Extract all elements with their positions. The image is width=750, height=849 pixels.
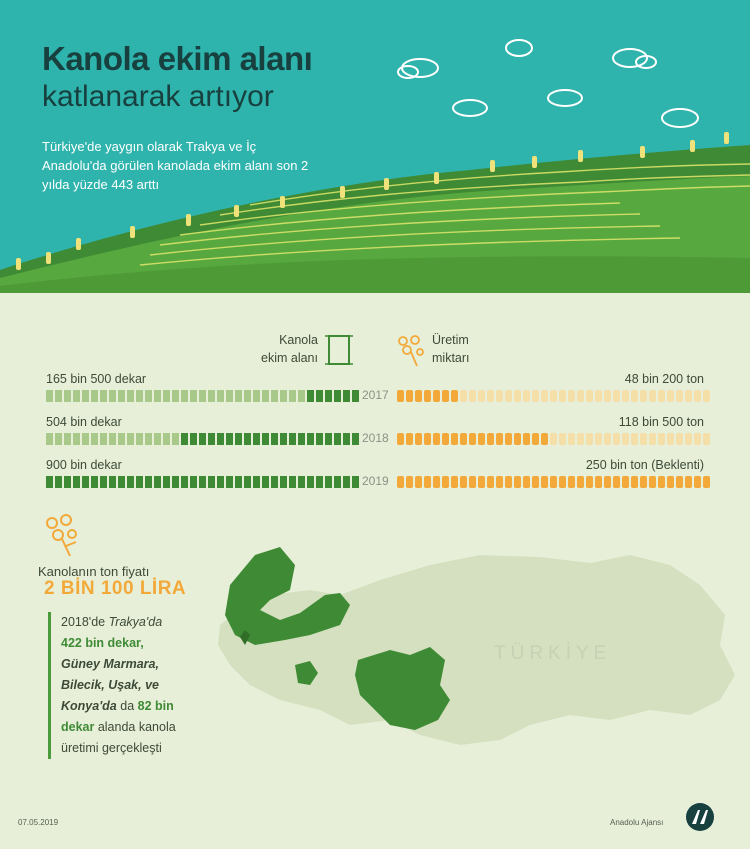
production-bar-segment (397, 433, 404, 445)
area-bar-segment (82, 390, 89, 402)
production-bar-segment (595, 390, 602, 402)
canola-plant-icon (340, 186, 345, 198)
production-bar-segment (649, 476, 656, 488)
area-bar-segment (109, 433, 116, 445)
production-bar-segment (424, 476, 431, 488)
production-bar-segment (568, 476, 575, 488)
cloud-icon (398, 59, 438, 78)
area-bar-segment (199, 476, 206, 488)
canola-plant-icon (690, 140, 695, 152)
area-bar-segment (64, 390, 71, 402)
production-bar-segment (478, 433, 485, 445)
area-bar-segment (154, 476, 161, 488)
cloud-icon (613, 49, 656, 68)
production-bar-segment (685, 433, 692, 445)
legend-area-line1: Kanola (279, 333, 318, 347)
production-bar-segment (658, 390, 665, 402)
year-label-2017: 2017 (362, 388, 389, 402)
production-bar-segment (550, 476, 557, 488)
canola-flower-icon (393, 332, 427, 368)
area-bar-segment (55, 476, 62, 488)
production-bar-2019 (397, 476, 710, 488)
production-bar-segment (424, 390, 431, 402)
production-bar-segment (559, 390, 566, 402)
production-bar-segment (658, 433, 665, 445)
price-label: Kanolanın ton fiyatı (38, 564, 150, 579)
production-label-2018: 118 bin 500 ton (618, 415, 704, 429)
area-bar-segment (91, 390, 98, 402)
cloud-icon (548, 90, 582, 106)
page-title: Kanola ekim alanı (42, 40, 313, 77)
production-bar-segment (658, 476, 665, 488)
production-bar-segment (631, 390, 638, 402)
canola-plant-icon (46, 252, 51, 264)
production-bar-segment (577, 390, 584, 402)
production-bar-segment (622, 390, 629, 402)
area-bar-segment (145, 476, 152, 488)
area-bar-segment (289, 476, 296, 488)
production-bar-segment (487, 390, 494, 402)
production-bar-segment (532, 433, 539, 445)
area-bar-segment (100, 433, 107, 445)
production-bar-segment (649, 433, 656, 445)
production-bar-segment (667, 433, 674, 445)
production-bar-segment (568, 433, 575, 445)
production-bar-segment (433, 476, 440, 488)
production-bar-segment (559, 433, 566, 445)
production-bar-segment (469, 476, 476, 488)
area-bar-segment (280, 433, 287, 445)
area-bar-segment (235, 476, 242, 488)
area-bar-segment (136, 476, 143, 488)
area-bar-segment (226, 476, 233, 488)
production-bar-segment (559, 476, 566, 488)
area-bar-segment (82, 476, 89, 488)
production-bar-segment (541, 476, 548, 488)
footer-date: 07.05.2019 (18, 818, 59, 827)
production-bar-segment (577, 476, 584, 488)
area-bar-segment (145, 390, 152, 402)
note-text: 2018'de (61, 615, 109, 629)
field-square-icon (324, 330, 354, 370)
production-bar-segment (667, 476, 674, 488)
note-highlight: 422 bin dekar, (61, 636, 144, 650)
production-bar-segment (451, 433, 458, 445)
area-bar-segment (262, 390, 269, 402)
note-regions: Güney Marmara, Bilecik, Uşak, ve Konya'da (61, 657, 159, 713)
year-label-2019: 2019 (362, 474, 389, 488)
area-bar-segment (271, 433, 278, 445)
production-bar-segment (577, 433, 584, 445)
area-bar-segment (100, 390, 107, 402)
area-bar-segment (91, 433, 98, 445)
production-bar-segment (604, 390, 611, 402)
production-bar-segment (460, 390, 467, 402)
legend-production-line1: Üretim (432, 333, 469, 347)
area-bar-segment (64, 433, 71, 445)
production-bar-segment (694, 433, 701, 445)
footer-source: Anadolu Ajansı (610, 818, 664, 827)
canola-plant-icon (16, 258, 21, 270)
intro-text: Türkiye'de yaygın olarak Trakya ve İç Anadolu'da görülen kanolada ekim alanı son 2 yılda yüzde 443 arttı (42, 139, 309, 192)
area-bar-segment (118, 433, 125, 445)
area-bar-segment (163, 476, 170, 488)
area-bar-segment (307, 476, 314, 488)
production-bar-segment (694, 476, 701, 488)
area-bar-segment (82, 433, 89, 445)
note-region: Trakya'da (108, 615, 163, 629)
area-bar-segment (334, 433, 341, 445)
aa-logo-icon (685, 802, 715, 832)
production-bar-segment (478, 390, 485, 402)
note-highlight: 82 bin dekar (61, 699, 174, 734)
area-bar-segment (46, 476, 53, 488)
turkey-map (200, 535, 745, 755)
area-bar-segment (253, 476, 260, 488)
area-bar-segment (298, 476, 305, 488)
canola-plant-icon (532, 156, 537, 168)
map-label: TÜRKİYE (494, 643, 612, 664)
legend-area-line2: ekim alanı (261, 351, 318, 365)
area-bar-segment (190, 433, 197, 445)
area-bar-segment (244, 390, 251, 402)
production-bar-segment (604, 476, 611, 488)
year-label-2018: 2018 (362, 431, 389, 445)
area-bar-segment (289, 433, 296, 445)
area-bar-segment (334, 390, 341, 402)
area-bar-segment (298, 433, 305, 445)
area-bar-segment (325, 433, 332, 445)
page-subtitle: katlanarak artıyor (42, 80, 274, 113)
production-bar-segment (541, 390, 548, 402)
cloud-icon (506, 40, 532, 56)
production-bar-segment (397, 390, 404, 402)
area-bar-segment (352, 390, 359, 402)
region-note (48, 612, 201, 759)
note-text: da (116, 699, 138, 713)
area-bar-segment (73, 476, 80, 488)
area-bar-segment (262, 476, 269, 488)
area-bar-segment (46, 433, 53, 445)
area-bar-segment (109, 476, 116, 488)
area-bar-segment (208, 433, 215, 445)
production-bar-segment (640, 433, 647, 445)
production-bar-segment (595, 433, 602, 445)
area-bar-segment (118, 476, 125, 488)
area-bar-2017 (46, 390, 359, 402)
area-bar-segment (352, 476, 359, 488)
area-bar-segment (172, 390, 179, 402)
production-bar-2018 (397, 433, 710, 445)
hero-banner (0, 0, 750, 293)
area-bar-segment (190, 476, 197, 488)
area-bar-segment (136, 433, 143, 445)
area-bar-segment (136, 390, 143, 402)
production-bar-segment (514, 476, 521, 488)
area-bar-segment (325, 390, 332, 402)
production-bar-segment (397, 476, 404, 488)
production-bar-segment (496, 390, 503, 402)
area-bar-segment (352, 433, 359, 445)
production-bar-segment (595, 476, 602, 488)
area-label-2018: 504 bin dekar (46, 415, 122, 429)
area-label-2019: 900 bin dekar (46, 458, 122, 472)
production-bar-segment (415, 390, 422, 402)
area-bar-segment (316, 390, 323, 402)
production-bar-segment (703, 433, 710, 445)
production-bar-segment (622, 433, 629, 445)
production-bar-segment (442, 433, 449, 445)
production-bar-segment (703, 476, 710, 488)
production-bar-segment (433, 390, 440, 402)
production-bar-2017 (397, 390, 710, 402)
area-bar-segment (127, 476, 134, 488)
area-bar-segment (271, 390, 278, 402)
canola-plant-icon (490, 160, 495, 172)
area-bar-segment (253, 390, 260, 402)
area-bar-2019 (46, 476, 359, 488)
production-bar-segment (505, 390, 512, 402)
production-label-2017: 48 bin 200 ton (624, 372, 704, 386)
area-bar-segment (127, 390, 134, 402)
legend-area (261, 331, 318, 367)
production-label-2019: 250 bin ton (Beklenti) (585, 458, 704, 472)
area-bar-segment (289, 390, 296, 402)
area-bar-segment (163, 433, 170, 445)
area-bar-segment (235, 433, 242, 445)
area-bar-segment (181, 476, 188, 488)
area-bar-segment (154, 433, 161, 445)
production-bar-segment (442, 390, 449, 402)
area-bar-segment (64, 476, 71, 488)
production-bar-segment (550, 433, 557, 445)
area-bar-segment (307, 433, 314, 445)
area-bar-segment (271, 476, 278, 488)
production-bar-segment (424, 433, 431, 445)
production-bar-segment (667, 390, 674, 402)
production-bar-segment (685, 476, 692, 488)
production-bar-segment (460, 476, 467, 488)
area-bar-segment (217, 433, 224, 445)
production-bar-segment (469, 433, 476, 445)
production-bar-segment (523, 476, 530, 488)
legend-production (432, 331, 470, 367)
production-bar-segment (406, 476, 413, 488)
area-bar-segment (334, 476, 341, 488)
production-bar-segment (451, 476, 458, 488)
production-bar-segment (622, 476, 629, 488)
area-bar-segment (325, 476, 332, 488)
production-bar-segment (631, 476, 638, 488)
area-bar-segment (343, 433, 350, 445)
area-bar-segment (172, 476, 179, 488)
area-bar-segment (244, 476, 251, 488)
area-bar-segment (226, 433, 233, 445)
area-bar-segment (208, 390, 215, 402)
area-bar-segment (100, 476, 107, 488)
area-bar-segment (127, 433, 134, 445)
canola-plant-icon (434, 172, 439, 184)
area-bar-segment (217, 476, 224, 488)
area-bar-segment (73, 390, 80, 402)
production-bar-segment (487, 433, 494, 445)
production-bar-segment (631, 433, 638, 445)
canola-plant-icon (186, 214, 191, 226)
area-bar-segment (262, 433, 269, 445)
area-bar-2018 (46, 433, 359, 445)
area-bar-segment (154, 390, 161, 402)
area-bar-segment (46, 390, 53, 402)
production-bar-segment (460, 433, 467, 445)
production-bar-segment (676, 433, 683, 445)
production-bar-segment (586, 390, 593, 402)
production-bar-segment (613, 433, 620, 445)
production-bar-segment (676, 390, 683, 402)
production-bar-segment (478, 476, 485, 488)
canola-plant-icon (724, 132, 729, 144)
production-bar-segment (496, 476, 503, 488)
production-bar-segment (496, 433, 503, 445)
area-bar-segment (280, 390, 287, 402)
canola-plant-icon (234, 205, 239, 217)
area-bar-segment (145, 433, 152, 445)
production-bar-segment (640, 390, 647, 402)
production-bar-segment (613, 476, 620, 488)
production-bar-segment (550, 390, 557, 402)
production-bar-segment (604, 433, 611, 445)
production-bar-segment (415, 476, 422, 488)
production-bar-segment (613, 390, 620, 402)
area-bar-segment (172, 433, 179, 445)
area-bar-segment (55, 433, 62, 445)
production-bar-segment (451, 390, 458, 402)
area-bar-segment (109, 390, 116, 402)
area-bar-segment (208, 476, 215, 488)
area-bar-segment (343, 476, 350, 488)
canola-plant-icon (578, 150, 583, 162)
production-bar-segment (469, 390, 476, 402)
area-bar-segment (199, 433, 206, 445)
production-bar-segment (514, 390, 521, 402)
production-bar-segment (523, 390, 530, 402)
canola-plant-icon (280, 196, 285, 208)
canola-plant-icon (76, 238, 81, 250)
production-bar-segment (523, 433, 530, 445)
production-bar-segment (415, 433, 422, 445)
area-bar-segment (118, 390, 125, 402)
production-bar-segment (442, 476, 449, 488)
production-bar-segment (406, 390, 413, 402)
production-bar-segment (487, 476, 494, 488)
production-bar-segment (541, 433, 548, 445)
area-bar-segment (226, 390, 233, 402)
area-bar-segment (55, 390, 62, 402)
production-bar-segment (694, 390, 701, 402)
area-bar-segment (190, 390, 197, 402)
production-bar-segment (640, 476, 647, 488)
canola-plant-icon (130, 226, 135, 238)
area-bar-segment (343, 390, 350, 402)
area-bar-segment (298, 390, 305, 402)
area-bar-segment (181, 390, 188, 402)
production-bar-segment (406, 433, 413, 445)
area-bar-segment (253, 433, 260, 445)
area-bar-segment (316, 433, 323, 445)
production-bar-segment (433, 433, 440, 445)
area-bar-segment (163, 390, 170, 402)
area-bar-segment (235, 390, 242, 402)
production-bar-segment (649, 390, 656, 402)
price-value: 2 BİN 100 LİRA (44, 578, 187, 599)
production-bar-segment (568, 390, 575, 402)
area-bar-segment (181, 433, 188, 445)
production-bar-segment (505, 476, 512, 488)
area-bar-segment (217, 390, 224, 402)
area-bar-segment (91, 476, 98, 488)
cloud-icon (453, 100, 487, 116)
area-bar-segment (244, 433, 251, 445)
production-bar-segment (703, 390, 710, 402)
production-bar-segment (505, 433, 512, 445)
area-bar-segment (316, 476, 323, 488)
production-bar-segment (532, 476, 539, 488)
canola-flower-icon (40, 512, 86, 558)
production-bar-segment (586, 433, 593, 445)
legend-production-line2: miktarı (432, 351, 470, 365)
cloud-icon (662, 109, 698, 127)
production-bar-segment (685, 390, 692, 402)
production-bar-segment (586, 476, 593, 488)
area-bar-segment (73, 433, 80, 445)
canola-plant-icon (640, 146, 645, 158)
area-bar-segment (199, 390, 206, 402)
area-bar-segment (307, 390, 314, 402)
canola-plant-icon (384, 178, 389, 190)
production-bar-segment (676, 476, 683, 488)
production-bar-segment (532, 390, 539, 402)
note-text: alanda kanola üretimi gerçekleşti (61, 720, 176, 755)
area-bar-segment (280, 476, 287, 488)
area-label-2017: 165 bin 500 dekar (46, 372, 147, 386)
production-bar-segment (514, 433, 521, 445)
